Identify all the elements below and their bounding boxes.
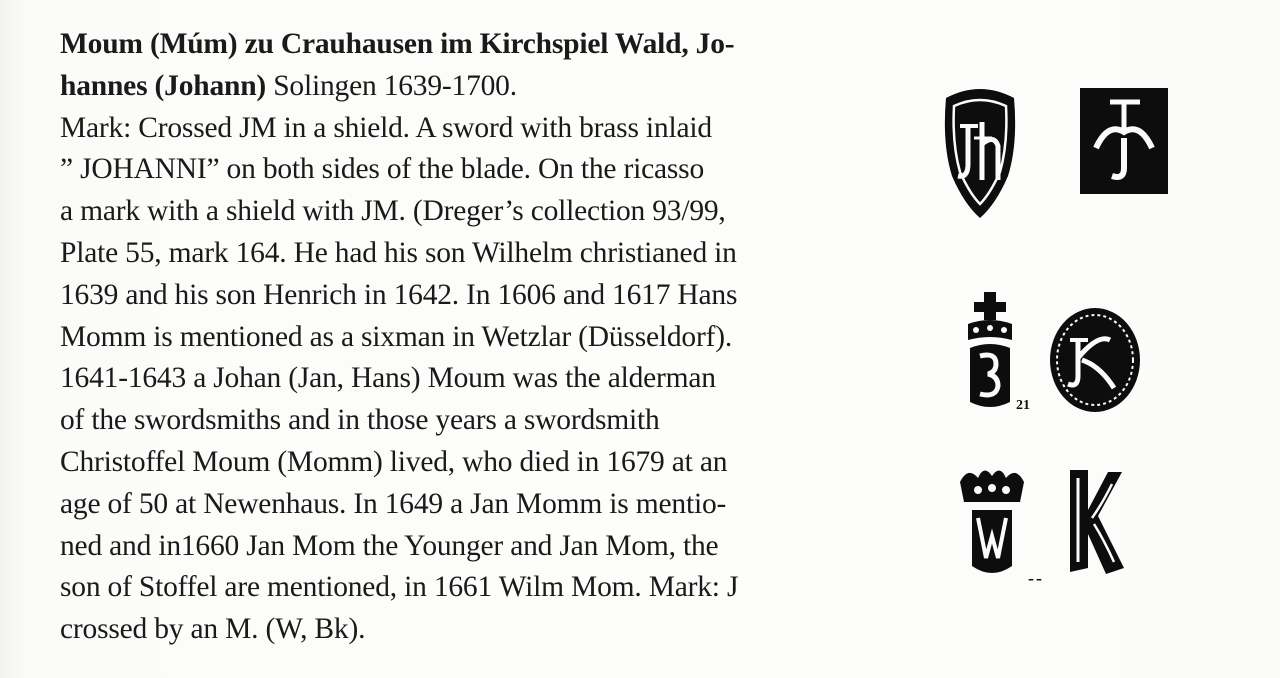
entry-heading-line-1 xyxy=(60,24,860,66)
crown-w-mark xyxy=(954,462,1030,578)
entry-heading-line-2 xyxy=(60,66,860,108)
entry-heading-given-name: hannes (Johann) xyxy=(60,69,267,102)
entry-line-12: son of Stoffel are mentioned, in 1661 Wilm Mom. Mark: J xyxy=(60,571,739,604)
entry-line-9: Christoffel Moum (Momm) lived, who died in 1679 at an xyxy=(60,445,728,478)
entry-line-7: 1641-1643 a Johan (Jan, Hans) Moum was the alderman xyxy=(60,362,716,395)
entry-line-4: Plate 55, mark 164. He had his son Wilhelm christianed in xyxy=(60,236,737,269)
crown-mark-footnote-number: 21 xyxy=(1016,398,1030,413)
entry-heading-place-dates: Solingen 1639-1700. xyxy=(266,69,517,102)
entry-line-2: ” JOHANNI” on both sides of the blade. On the ricasso xyxy=(60,153,704,186)
entry-line-5: 1639 and his son Henrich in 1642. In 1606 and 1617 Hans xyxy=(60,278,738,311)
shield-jm-mark xyxy=(938,84,1022,220)
entry-line-6: Momm is mentioned as a sixman in Wetzlar (Düsseldorf). xyxy=(60,320,733,353)
k-mark xyxy=(1062,464,1126,576)
square-j-mark xyxy=(1080,88,1168,194)
entry-heading-name: Moum (Múm) zu Crauhausen im Kirchspiel Wald, Jo- xyxy=(60,28,735,60)
entry-line-8: of the swordsmiths and in those years a swordsmith xyxy=(60,404,660,437)
maker-entry xyxy=(60,24,860,651)
crown-three-mark xyxy=(960,290,1020,412)
entry-line-1: Mark: Crossed JM in a shield. A sword with brass inlaid xyxy=(60,111,712,144)
entry-line-3: a mark with a shield with JM. (Dreger’s collection 93/99, xyxy=(60,195,726,228)
circle-jk-mark xyxy=(1048,306,1142,414)
mark-dash-ornament: -- xyxy=(1028,568,1044,588)
entry-line-11: ned and in1660 Jan Mom the Younger and Jan Mom, the xyxy=(60,529,719,562)
entry-line-10: age of 50 at Newenhaus. In 1649 a Jan Momm is mentio- xyxy=(60,487,727,520)
entry-line-13: crossed by an M. (W, Bk). xyxy=(60,613,366,646)
